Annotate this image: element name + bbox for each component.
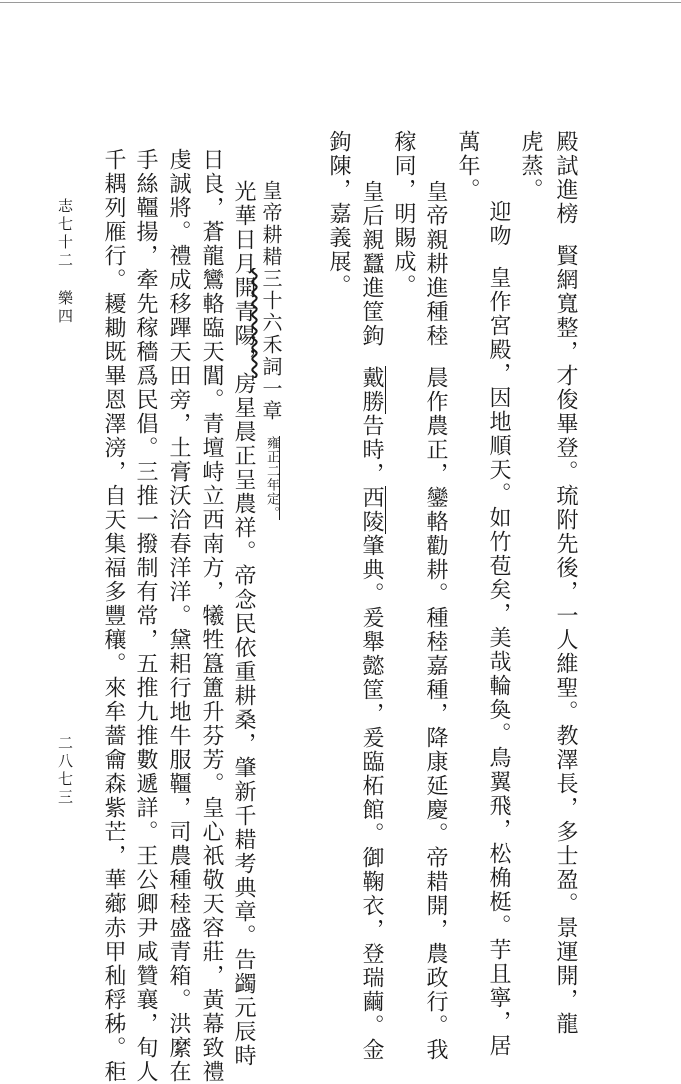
text-column-5: 皇帝親耕進種稑晨作農正，鑾輅勸耕。種稑嘉種，降康延慶。帝耤開，農政行。我 — [423, 180, 448, 1062]
text-column-9: 光華日月開青陽，房星晨正呈農祥。帝念民依重耕桑，肇新千耤考典章。告蠲元辰時 — [231, 180, 256, 1068]
text-column-2: 虎蒸。 — [518, 130, 543, 202]
text-column-1 — [550, 130, 580, 1036]
top-border-line — [0, 2, 681, 3]
text-column-13: 千耦列雁行。耰耡既畢恩澤滂，自天集福多豐穰。來牟薔龠森紫芒，華薌赤甲秈稃秭。秬 — [101, 148, 126, 1084]
song-text: 賢網寬整，才俊畢登。琉附先後，一人維聖。教澤長，多士盈。景運開，龍 — [553, 244, 578, 1036]
page-number: 二八七三 — [56, 735, 74, 807]
song-title-dianshi: 殿試進榜 — [553, 130, 578, 226]
text-column-6: 稼同，明賜成。 — [391, 130, 416, 298]
text-column-3: 迎吻皇作宮殿，因地順天。如竹苞矣，美哉輪奐。鳥翼飛，松桷梃。芋且寧，居 — [486, 200, 511, 1058]
text-column-11: 虔誠將。禮成移蹕天田旁，土膏沃洽春洋洋。黛耜行地牛服韁，司農種稑盛青箱。洪縻在 — [166, 148, 191, 1084]
proper-noun-mark: 西陵 — [359, 486, 384, 534]
song-title-qingeng: 皇帝親耕進種稑 — [423, 180, 448, 348]
proper-noun-mark: 戴勝 — [359, 366, 384, 414]
song-heading-gengji: 皇帝耕耤三十六禾詞一章雍正二年定。 — [259, 180, 283, 520]
song-title-yingwen: 迎吻 — [486, 200, 511, 248]
song-title-qincan: 皇后親蠶進筐鉤 — [359, 180, 384, 348]
text-column-4: 萬年。 — [455, 130, 480, 202]
text-column-7: 皇后親蠶進筐鉤戴勝告時，西陵肇典。爰舉懿筐，爰臨柘館。御鞠衣，登瑞繭。金 — [359, 180, 384, 1062]
date-note: 雍正二年定。 — [264, 436, 279, 520]
text-column-8: 鉤陳，嘉義展。 — [326, 130, 351, 298]
text-column-12: 手絲韁揚，牽先稼穡爲民倡。三推一撥制有常，五推九推數遞詳。王公卿尹咸贊襄，旬人 — [133, 148, 158, 1084]
running-header-chapter: 樂四 — [56, 290, 74, 326]
running-header-section: 志七十二 — [56, 198, 74, 270]
text-column-10: 日良，蒼龍鸞輅臨天閶。青壇峙立西南方，犧牲簋簠升芬芳。皇心祇敬天容莊，黃幕致禮 — [199, 148, 224, 1084]
book-title-mark: 三十六禾詞 — [259, 268, 283, 378]
